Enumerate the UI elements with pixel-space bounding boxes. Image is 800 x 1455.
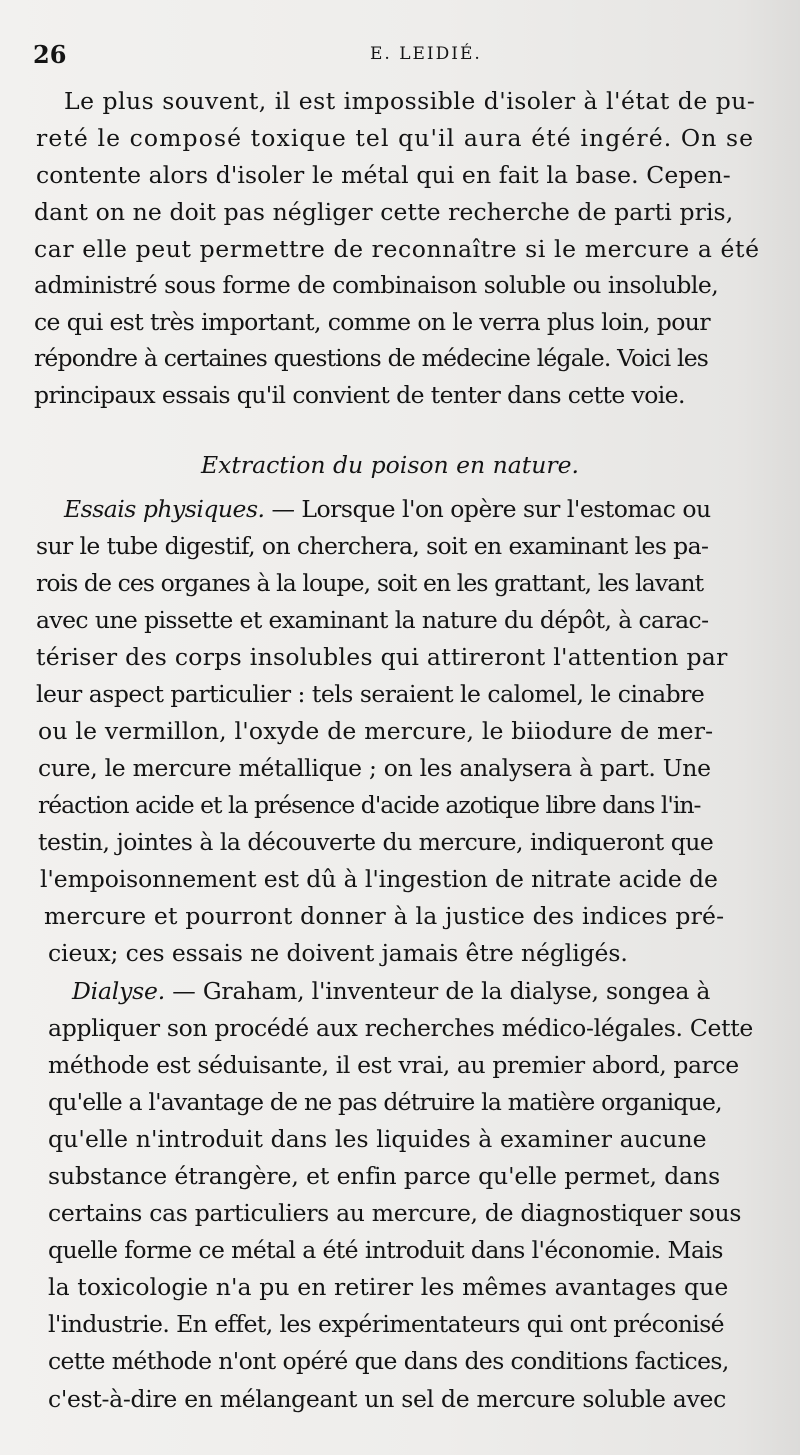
text-line — [72, 976, 710, 1006]
text-line: l'industrie. En effet, les expérimentateurs qui ont préconisé — [48, 1310, 724, 1338]
text-line: leur aspect particulier : tels seraient le calomel, le cinabre — [36, 680, 705, 708]
text-line: réaction acide et la présence d'acide azotique libre dans l'in- — [38, 791, 701, 819]
text-line: cure, le mercure métallique ; on les analysera à part. Une — [38, 754, 711, 782]
text-line: c'est-à-dire en mélangeant un sel de mercure soluble avec — [48, 1385, 726, 1413]
text-line: car elle peut permettre de reconnaître si le mercure a été — [34, 235, 760, 263]
text-line: l'empoisonnement est dû à l'ingestion de nitrate acide de — [40, 865, 718, 893]
text-line: cieux; ces essais ne doivent jamais être négligés. — [48, 939, 628, 967]
running-head: E. LEIDIÉ. — [370, 44, 482, 64]
text-line: qu'elle n'introduit dans les liquides à examiner aucune — [48, 1125, 707, 1153]
text-line: mercure et pourront donner à la justice des indices pré- — [44, 902, 725, 930]
text-line: certains cas particuliers au mercure, de diagnostiquer sous — [48, 1199, 742, 1227]
text-line: testin, jointes à la découverte du mercure, indiqueront que — [38, 828, 714, 856]
text-line: substance étrangère, et enfin parce qu'elle permet, dans — [48, 1162, 721, 1190]
text-line: cette méthode n'ont opéré que dans des conditions factices, — [48, 1347, 729, 1375]
page-header — [33, 40, 770, 74]
paragraph-lead: Dialyse. — [72, 977, 165, 1005]
text-line: la toxicologie n'a pu en retirer les mêmes avantages que — [48, 1273, 729, 1301]
text-line: qu'elle a l'avantage de ne pas détruire la matière organique, — [48, 1088, 722, 1116]
page-number: 26 — [33, 40, 67, 69]
text-line: quelle forme ce métal a été introduit dans l'économie. Mais — [48, 1236, 723, 1264]
text-line: dant on ne doit pas négliger cette recherche de parti pris, — [34, 198, 734, 226]
section-heading: Extraction du poison en nature. — [201, 451, 579, 479]
text-line: méthode est séduisante, il est vrai, au premier abord, parce — [48, 1051, 739, 1079]
text-line: répondre à certaines questions de médecine légale. Voici les — [34, 344, 709, 372]
text-span: — Graham, l'inventeur de la dialyse, songea à — [165, 977, 711, 1005]
text-line: appliquer son procédé aux recherches médico-légales. Cette — [48, 1014, 754, 1042]
text-line: sur le tube digestif, on cherchera, soit en examinant les pa- — [36, 532, 709, 560]
text-line: ou le vermillon, l'oxyde de mercure, le biiodure de mer- — [38, 717, 714, 745]
text-line: ce qui est très important, comme on le verra plus loin, pour — [34, 308, 710, 336]
text-line: rois de ces organes à la loupe, soit en les grattant, les lavant — [36, 569, 704, 597]
text-line: avec une pissette et examinant la nature du dépôt, à carac- — [36, 606, 709, 634]
paragraph-lead: Essais physiques. — [64, 495, 265, 523]
text-line: tériser des corps insolubles qui attireront l'attention par — [36, 643, 728, 671]
text-line: administré sous forme de combinaison soluble ou insoluble, — [34, 271, 719, 299]
text-line: contente alors d'isoler le métal qui en fait la base. Cepen- — [36, 161, 731, 189]
text-line: reté le composé toxique tel qu'il aura été ingéré. On se — [36, 124, 755, 152]
text-line: principaux essais qu'il convient de tenter dans cette voie. — [34, 381, 685, 409]
text-line — [64, 494, 711, 524]
text-line: Le plus souvent, il est impossible d'isoler à l'état de pu- — [64, 87, 756, 115]
text-span: — Lorsque l'on opère sur l'estomac ou — [264, 495, 711, 523]
